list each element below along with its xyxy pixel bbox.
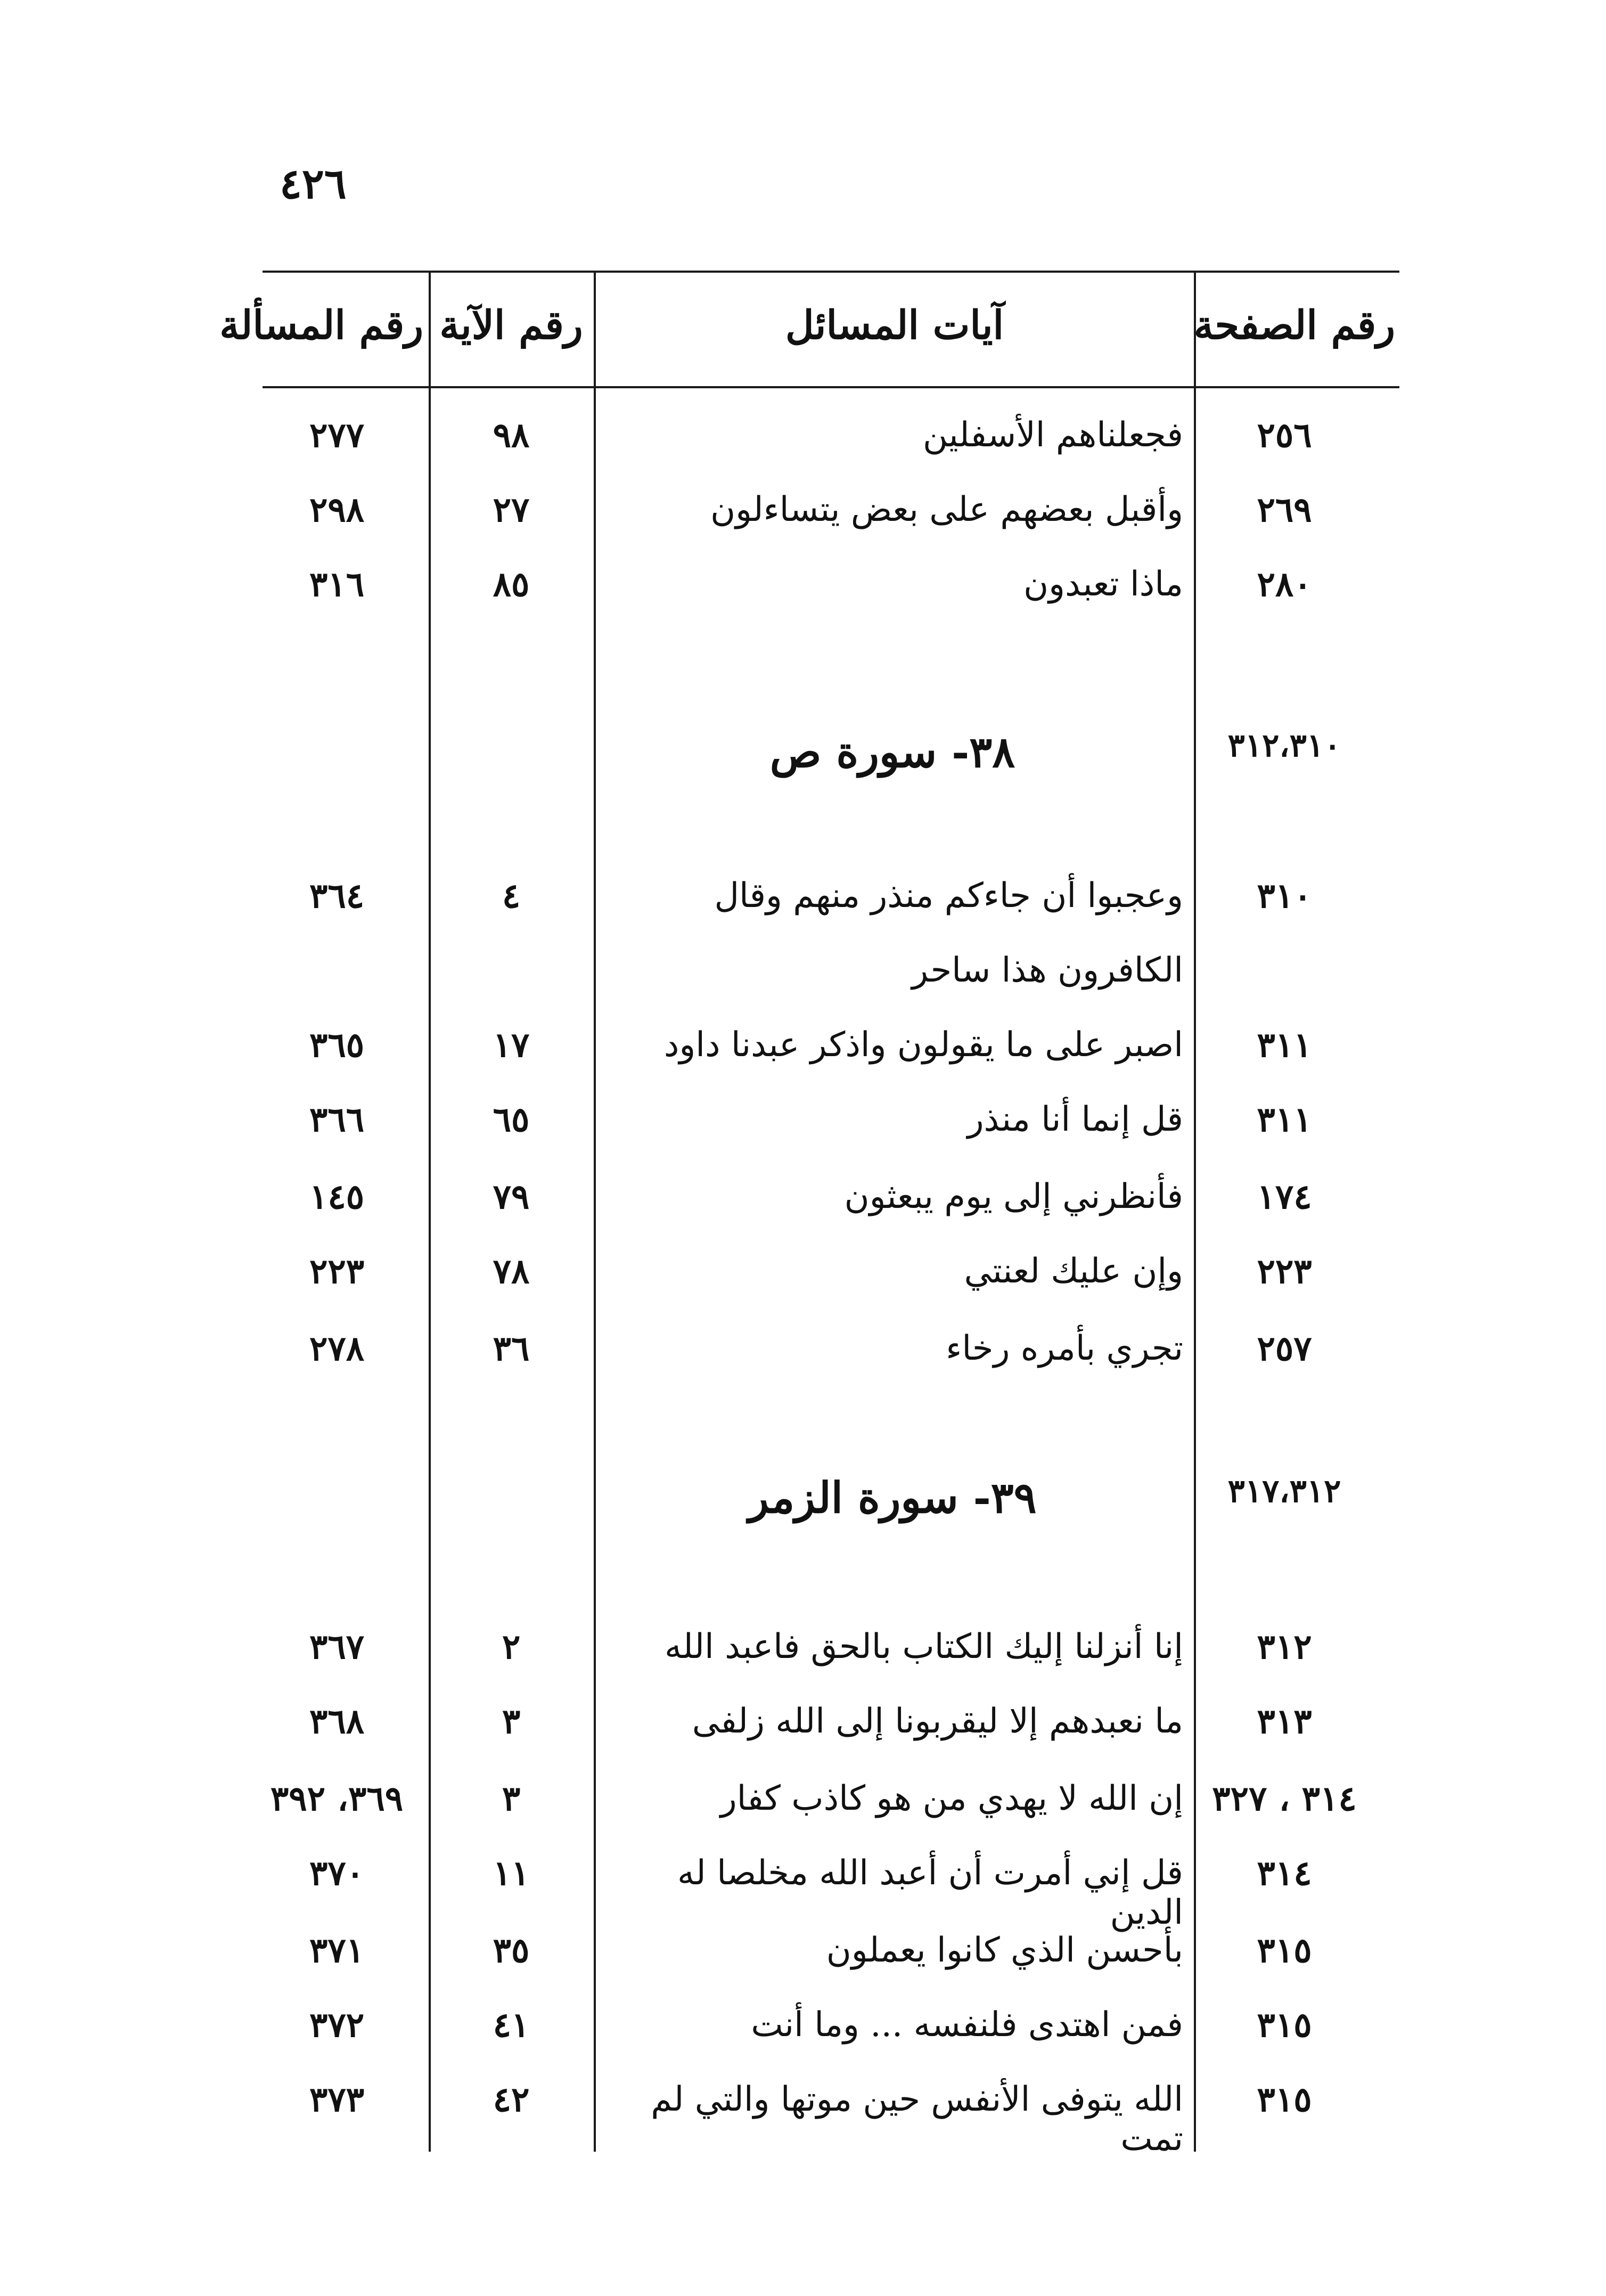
header-verses: آيات المسائل <box>785 303 1004 348</box>
verse-number: ٣٥ <box>493 1931 530 1971</box>
page-ref: ٣١٥ <box>1257 2005 1312 2045</box>
page-ref: ٢٦٩ <box>1257 490 1312 530</box>
page-ref: ٢٢٣ <box>1257 1252 1312 1292</box>
table-row <box>0 1100 1606 1164</box>
verse-number: ٤٢ <box>493 2080 530 2120</box>
page-ref: ٢٥٧ <box>1257 1329 1312 1369</box>
verse-text: فأنظرني إلى يوم يبعثون <box>844 1177 1183 1216</box>
table-row <box>0 1177 1606 1241</box>
issue-number: ١٤٥ <box>309 1177 365 1217</box>
verse-number: ٧٩ <box>493 1177 530 1217</box>
issue-number: ٣١٦ <box>309 565 365 604</box>
surah-heading-row <box>0 1473 1606 1537</box>
surah-heading-row <box>0 727 1606 791</box>
table-row <box>0 2005 1606 2069</box>
issue-number: ٣٦٨ <box>309 1702 365 1742</box>
page-ref: ٢٨٠ <box>1257 565 1312 604</box>
page-ref: ١٧٤ <box>1257 1177 1312 1217</box>
verse-text: إنا أنزلنا إليك الكتاب بالحق فاعبد الله <box>664 1627 1183 1666</box>
page-ref: ٣١٠ <box>1257 876 1312 916</box>
page-ref: ٣١١ <box>1257 1025 1312 1065</box>
verse-number: ٢٧ <box>493 490 530 530</box>
table-row <box>0 1025 1606 1089</box>
page-ref: ٣١٤ ، ٣٢٧ <box>1212 1779 1357 1819</box>
header-bottom-rule <box>263 386 1399 388</box>
table-row <box>0 1931 1606 1995</box>
table-row <box>0 565 1606 628</box>
verse-number: ١٧ <box>493 1025 530 1065</box>
table-row <box>0 2080 1606 2159</box>
verse-text: تجري بأمره رخاء <box>946 1329 1183 1368</box>
verse-number: ٨٥ <box>493 565 530 604</box>
verse-text: وأقبل بعضهم على بعض يتساءلون <box>710 490 1183 529</box>
issue-number: ٣٦٩، ٣٩٢ <box>270 1779 404 1819</box>
verse-number: ٧٨ <box>493 1252 530 1292</box>
verse-text: وإن عليك لعنتي <box>964 1252 1183 1291</box>
surah-page-range: ٣١٢،٣١٠ <box>1227 727 1341 764</box>
table-row <box>0 490 1606 554</box>
table-row <box>0 876 1606 1025</box>
header-top-rule <box>263 271 1399 273</box>
verse-number: ٤ <box>502 876 521 916</box>
table-row <box>0 1329 1606 1393</box>
table-row <box>0 1252 1606 1315</box>
issue-number: ٢٩٨ <box>309 490 365 530</box>
verse-number: ٢ <box>502 1627 521 1667</box>
page-ref: ٣١٥ <box>1257 1931 1312 1971</box>
verse-text: وعجبوا أن جاءكم منذر منهم وقال <box>714 876 1183 916</box>
page-ref: ٣١٢ <box>1257 1627 1312 1667</box>
verse-text: إن الله لا يهدي من هو كاذب كفار <box>720 1779 1183 1818</box>
issue-number: ٣٧١ <box>309 1931 365 1971</box>
verse-number: ٣ <box>502 1702 521 1742</box>
verse-text-continued: الكافرون هذا ساحر <box>912 951 1183 990</box>
table-row <box>0 415 1606 479</box>
verse-text: ماذا تعبدون <box>1023 565 1183 604</box>
header-page-number: رقم الصفحة <box>1193 303 1395 348</box>
verse-text: قل إنما أنا منذر <box>967 1100 1183 1139</box>
verse-text: اصبر على ما يقولون واذكر عبدنا داود <box>663 1025 1183 1065</box>
verse-text: قل إني أمرت أن أعبد الله مخلصا له الدين <box>677 1853 1183 1932</box>
header-verse-number: رقم الآية <box>439 303 583 348</box>
issue-number: ٢٢٣ <box>309 1252 365 1292</box>
verse-text: بأحسن الذي كانوا يعملون <box>826 1931 1183 1970</box>
verse-text: فجعلناهم الأسفلين <box>923 415 1183 455</box>
issue-number: ٢٧٧ <box>309 415 365 455</box>
verse-number: ٦٥ <box>493 1100 530 1140</box>
verse-number: ٣٦ <box>493 1329 530 1369</box>
surah-page-range: ٣١٧،٣١٢ <box>1227 1473 1341 1510</box>
issue-number: ٣٧٠ <box>309 1853 365 1893</box>
table-row <box>0 1853 1606 1932</box>
issue-number: ٣٦٥ <box>309 1025 365 1065</box>
verse-text: فمن اهتدى فلنفسه ... وما أنت <box>751 2005 1183 2045</box>
issue-number: ٣٧٣ <box>309 2080 365 2120</box>
surah-title: ٣٩- سورة الزمر <box>748 1473 1037 1523</box>
page-ref: ٣١١ <box>1257 1100 1312 1140</box>
verse-number: ٣ <box>502 1779 521 1819</box>
page-ref: ٢٥٦ <box>1257 415 1312 455</box>
table-row <box>0 1779 1606 1843</box>
issue-number: ٣٦٧ <box>309 1627 365 1667</box>
verse-text: الله يتوفى الأنفس حين موتها والتي لم تمت <box>651 2080 1183 2159</box>
page-ref: ٣١٥ <box>1257 2080 1312 2120</box>
surah-title: ٣٨- سورة ص <box>769 727 1015 777</box>
issue-number: ٣٦٦ <box>309 1100 365 1140</box>
issue-number: ٣٦٤ <box>309 876 365 916</box>
table-row <box>0 1627 1606 1691</box>
verse-number: ٩٨ <box>493 415 530 455</box>
issue-number: ٢٧٨ <box>309 1329 365 1369</box>
issue-number: ٣٧٢ <box>309 2005 365 2045</box>
page-ref: ٣١٤ <box>1257 1853 1312 1893</box>
verse-number: ١١ <box>493 1853 530 1893</box>
page-ref: ٣١٣ <box>1257 1702 1312 1742</box>
verse-text: ما نعبدهم إلا ليقربونا إلى الله زلفى <box>692 1702 1183 1741</box>
page-number: ٤٢٦ <box>280 160 347 208</box>
verse-number: ٤١ <box>493 2005 530 2045</box>
table-row <box>0 1702 1606 1766</box>
header-issue-number: رقم المسألة <box>219 303 423 348</box>
